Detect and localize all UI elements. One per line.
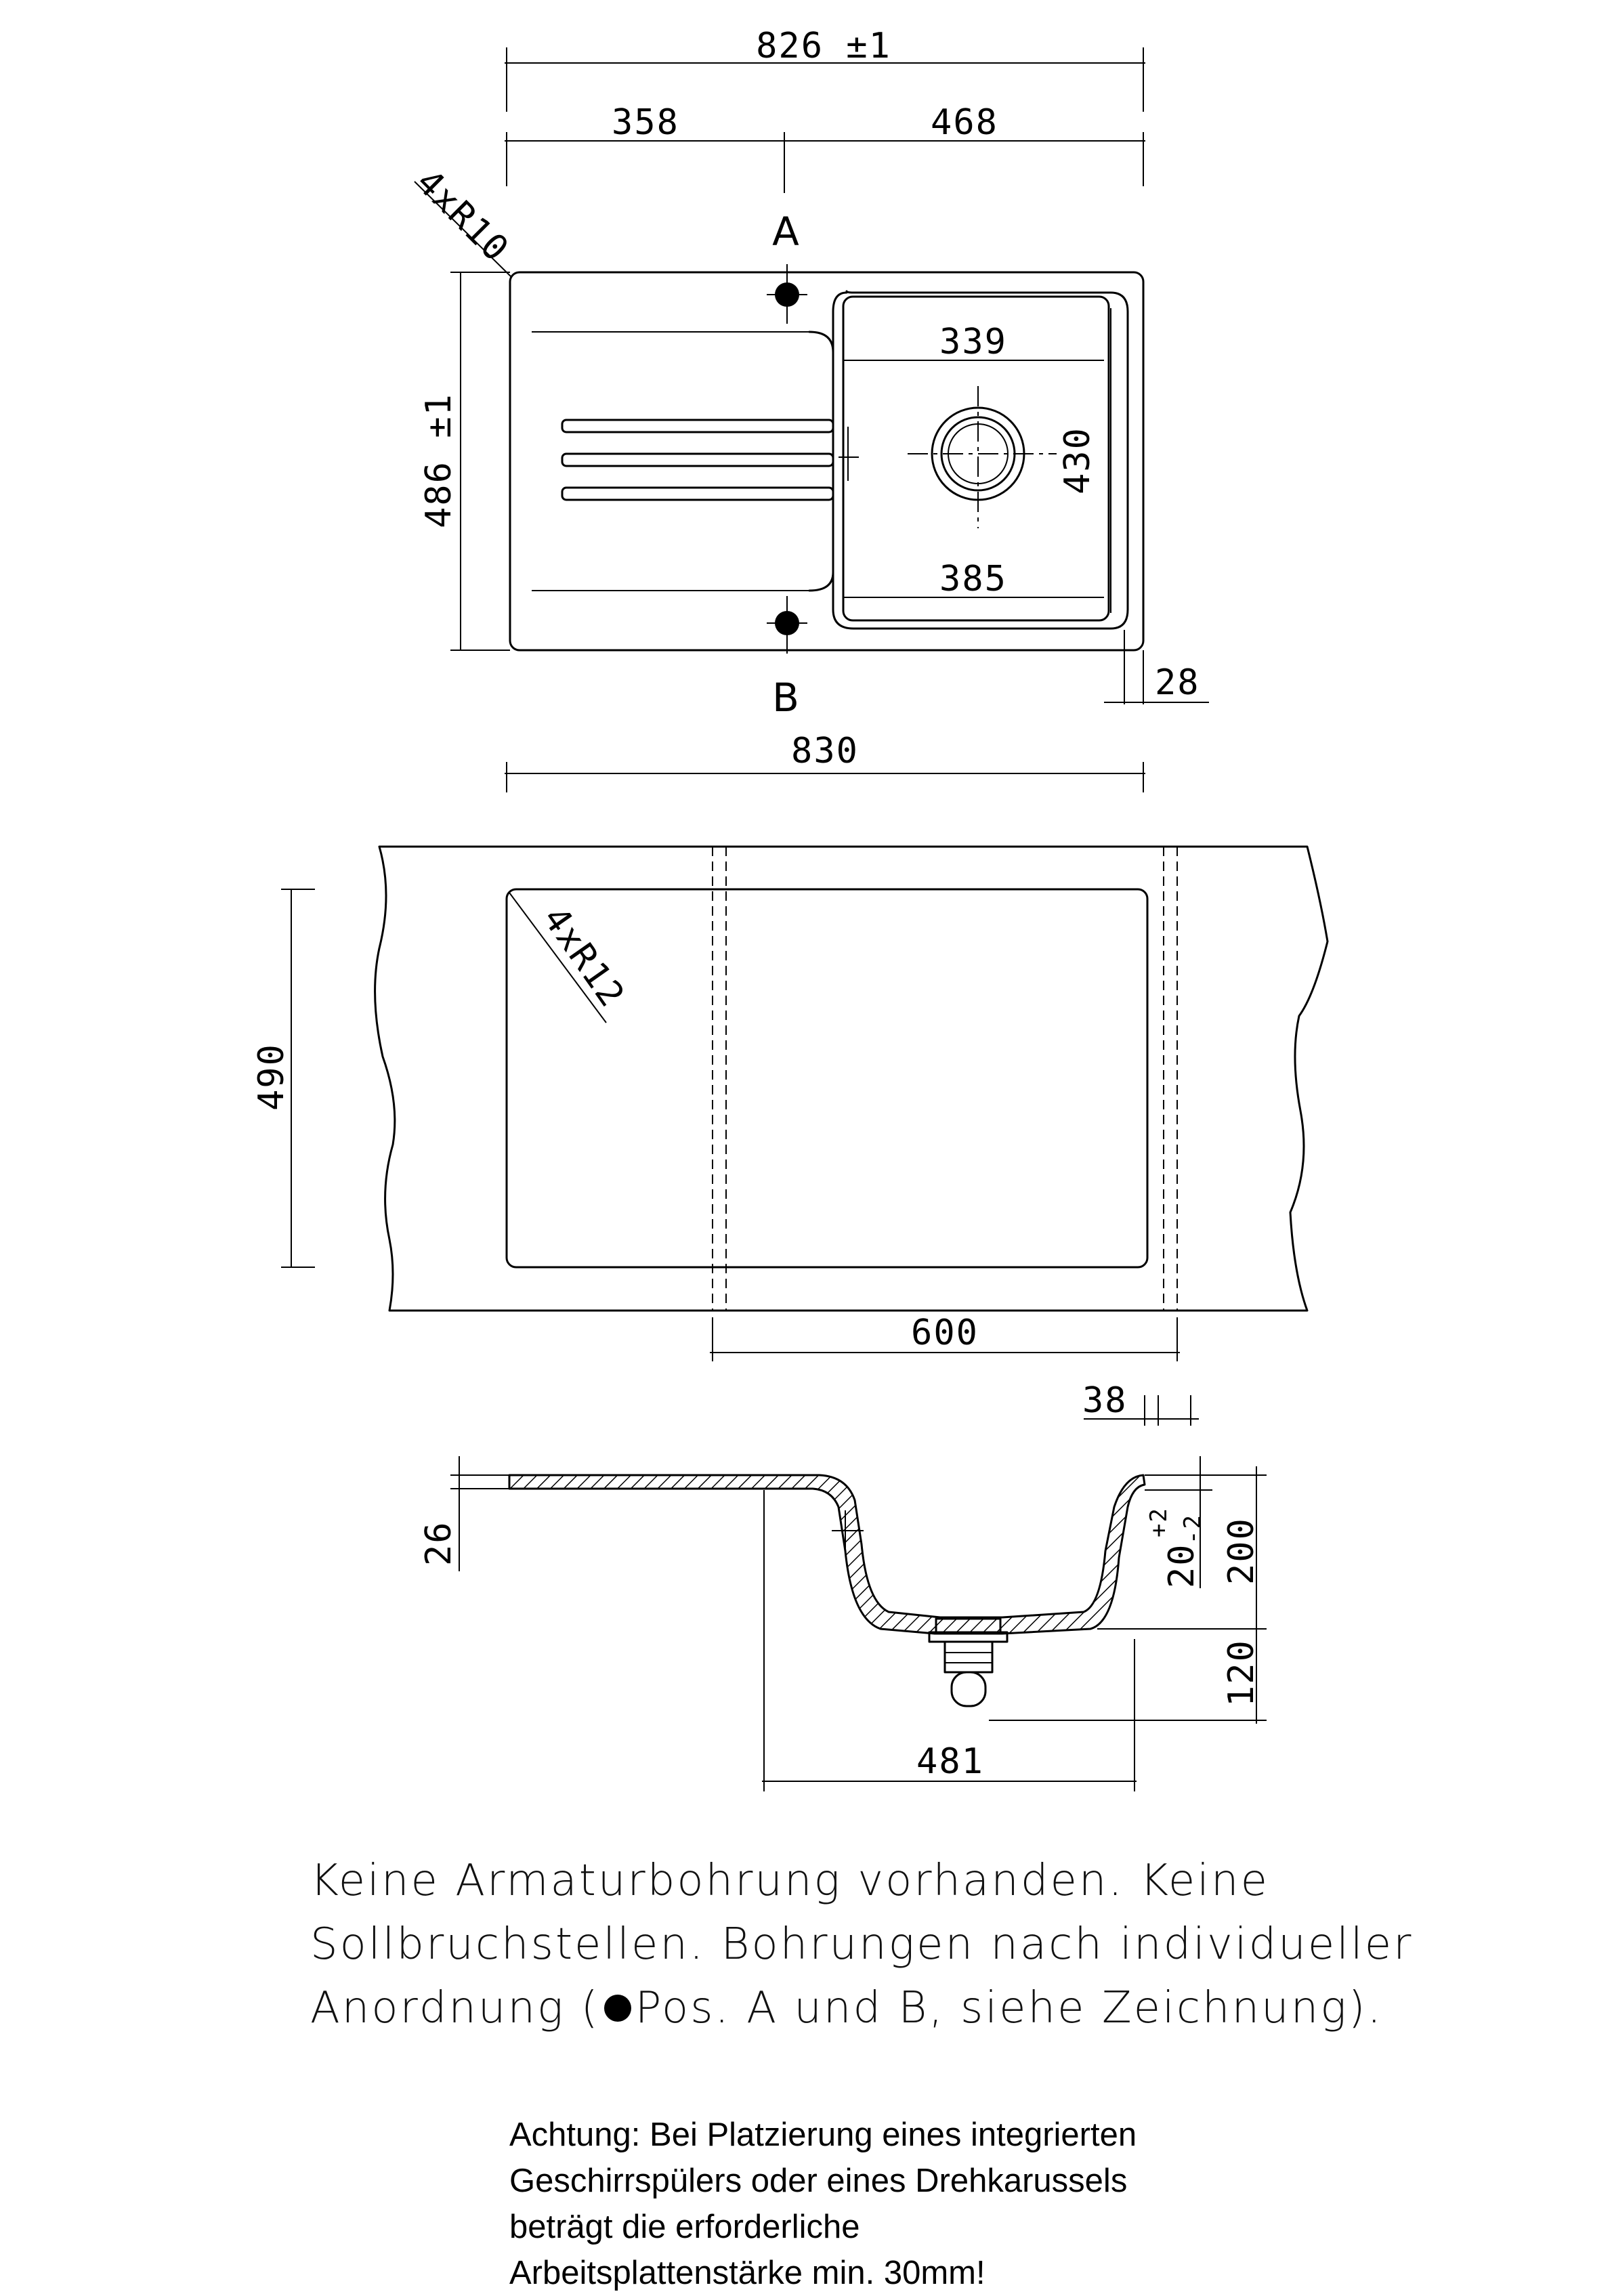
dim-text-468: 468 [931,102,998,143]
dim-text-339: 339 [939,322,1007,362]
note-line-3 [310,1976,1462,2040]
dim-text-4xR12: 4xR12 [534,899,633,1015]
bowl-top [833,291,1128,629]
dim-height [419,272,510,650]
warning-line-1: Achtung: Bei Platzierung eines integrierten [509,2117,1137,2153]
sink-outline [510,272,1143,650]
warning-line-3: beträgt die erforderliche [509,2209,860,2245]
dim-text-826: 826 ±1 [756,26,891,66]
hole-marker-icon [604,1995,631,2022]
drainer-area [532,332,859,591]
sink-section [509,1475,1145,1634]
dim-text-600: 600 [911,1313,979,1353]
warning-line-2: Geschirrspülers oder eines Drehkarussels [509,2163,1128,2199]
dim-overall-width [505,26,1145,112]
dim-text-26: 26 [419,1521,459,1566]
dim-text-120: 120 [1221,1639,1262,1707]
cutout-rect [507,889,1147,1267]
cutout-view [251,847,1328,1361]
dim-rim-28 [1104,630,1209,704]
dim-text-430: 430 [1057,427,1098,494]
dim-text-4xR10: 4xR10 [408,161,517,270]
dim-text-minus2: -2 [1179,1514,1206,1544]
warning-line-4: Arbeitsplattenstärke min. 30mm! [509,2255,985,2291]
dim-text-28: 28 [1155,662,1200,703]
hole-label-a: A [772,209,799,255]
drainer-rib-2 [562,454,833,466]
hole-label-b: B [772,675,799,721]
corner-radius-label [408,162,517,276]
note-line-3-end: Pos. A und B, siehe Zeichnung). [635,1983,1383,2033]
drainer-rib-1 [562,420,833,432]
dim-cutout-830 [505,731,1145,792]
drainer-rib-3 [562,488,833,500]
countertop-outline [375,847,1328,1311]
section-view [419,1380,1267,1791]
installation-note [310,1849,1462,2040]
drain-fitting [929,1619,1007,1706]
dim-text-385: 385 [939,559,1007,599]
note-line-1: Keine Armaturbohrung vorhanden. Keine [310,1856,1269,1906]
dim-text-200: 200 [1221,1517,1262,1585]
dim-text-830: 830 [791,731,859,771]
dim-text-481: 481 [916,1741,984,1782]
dim-split-widths [505,102,1145,193]
hole-b-icon [767,596,807,654]
dim-text-38: 38 [1082,1380,1128,1421]
dim-text-358: 358 [612,102,679,143]
top-view [408,26,1209,792]
note-line-3-start: Anordnung ( [310,1983,600,2033]
warning-note [509,2112,1458,2296]
dim-text-490: 490 [251,1043,292,1111]
note-line-2: Sollbruchstellen. Bohrungen nach individueller [310,1919,1414,1970]
dim-text-plus2: +2 [1145,1507,1172,1537]
dim-text-20: 20 [1162,1543,1202,1588]
dim-text-486: 486 ±1 [419,393,459,528]
